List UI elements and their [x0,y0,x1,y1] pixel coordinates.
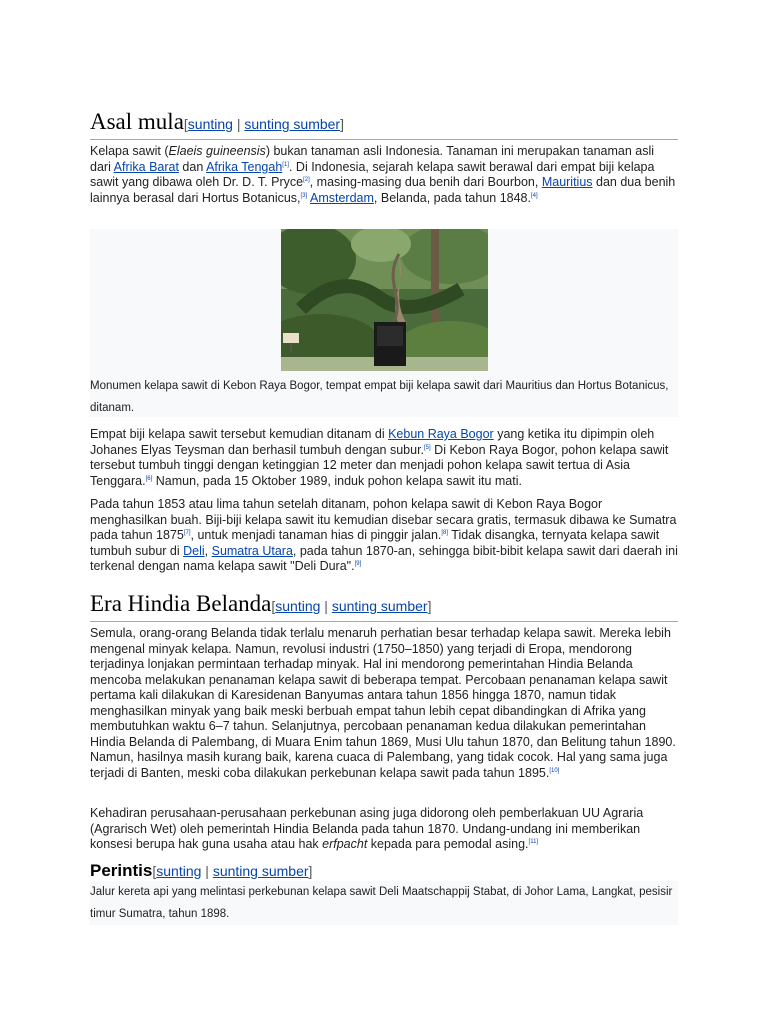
ref-link[interactable]: [8] [441,529,449,536]
subsection-perintis [90,860,678,882]
section-heading [90,108,678,140]
figure-monument [90,229,678,417]
ref-link[interactable]: [10] [549,767,560,774]
subsection-heading [90,860,678,882]
section-era-hindia-belanda [90,590,678,622]
ref-link[interactable]: [3] [300,192,308,199]
ref-link[interactable]: [1] [282,161,289,168]
ref-link[interactable]: [7] [183,529,191,536]
section-title: Asal mula [90,109,184,134]
edit-link[interactable]: sunting [275,598,321,614]
figure-caption: Jalur kereta api yang melintasi perkebunan kelapa sawit Deli Maatschappij Stabat, di Johor Lama, Langkat, pesisir timur Sumatra, tahun 1898. [90,886,673,920]
ref-link[interactable]: [11] [528,838,539,845]
section-heading [90,590,678,622]
link-deli[interactable]: Deli [183,543,205,558]
edit-source-link[interactable]: sunting sumber [212,863,309,879]
link-amsterdam[interactable]: Amsterdam [310,190,374,205]
edit-links: [sunting | sunting sumber] [152,863,313,879]
paragraph-3: Pada tahun 1853 atau lima tahun setelah ditanam, pohon kelapa sawit di Kebon Raya Bogor menghasilkan buah. Biji-biji kelapa sawit itu kemudian disebar secara gratis, termasuk dibawa ke Sumatra pada tahun 1875[7], untuk menjadi tanaman hias di pinggir jalan.[8] Tidak disangka, ternyata kelapa sawit tumbuh subur di Deli, Sumatra Utara, pada tahun 1870-an, sehingga bibit-bibit kelapa sawit dari daerah ini terkenal dengan nama kelapa sawit "Deli Dura".[9] [90,497,678,573]
link-kebun-raya-bogor[interactable]: Kebun Raya Bogor [388,427,494,441]
ref-link[interactable]: [4] [531,192,538,199]
ref-link[interactable]: [6] [145,475,153,482]
link-mauritius[interactable]: Mauritius [541,175,593,189]
paragraph-2: Empat biji kelapa sawit tersebut kemudian ditanam di Kebun Raya Bogor yang ketika itu dipimpin oleh Johanes Elyas Teysman dan berhasil tumbuh dengan subur.[5] Di Kebon Raya Bogor, pohon kelapa sawit tersebut tumbuh tinggi dengan ketinggian 12 meter dan menjadi pohon kelapa sawit tertua di Asia Tenggara.[6] Namun, pada 15 Oktober 1989, induk pohon kelapa sawit itu mati. [90,427,669,488]
paragraph-1: Kelapa sawit (Elaeis guineensis) bukan tanaman asli Indonesia. Tanaman ini merupakan tanaman asli dari Afrika Barat dan Afrika Tengah[1]. Di Indonesia, sejarah kelapa sawit berawal dari empat biji kelapa sawit yang dibawa oleh Dr. D. T. Pryce[2], masing-masing dua benih dari Bourbon, Mauritius dan dua benih lainnya berasal dari Hortus Botanicus,[3] Amsterdam, Belanda, pada tahun 1848.[4] [90,144,676,205]
ref-link[interactable]: [2] [303,176,310,183]
figure-railway [90,881,678,925]
paragraph-4: Semula, orang-orang Belanda tidak terlalu menaruh perhatian besar terhadap kelapa sawit. Mereka lebih mengenal minyak kelapa. Namun, revolusi industri (1750–1850) yang terjadi di Eropa, mendorong terjadinya lonjakan permintaan terhadap minyak. Hal ini mendorong pemerintahan Hindia Belanda mencoba melakukan penanaman kelapa sawit di beberapa tempat. Percobaan penanaman kelapa sawit pertama kali dilakukan di Karesidenan Banyumas antara tahun 1856 hingga 1870, namun tidak menghasilkan minyak yang baik meski berbuah empat tahun lebih cepat dibandingkan di Afrika yang membutuhkan waktu 6–7 tahun. Selanjutnya, percobaan penanaman kedua dilakukan pemerintahan Hindia Belanda di Palembang, di Muara Enim tahun 1869, Musi Ulu tahun 1870, dan Belitung tahun 1890. Namun, hasilnya masih kurang baik, karena cuaca di Palembang, yang tidak cocok. Hal yang sama juga terjadi di Banten, meski coba dilakukan perkebunan kelapa sawit pada tahun 1895.[10] [90,626,676,780]
ref-link[interactable]: [9] [354,560,362,567]
edit-links: [sunting | sunting sumber] [183,116,344,132]
subsection-title: Perintis [90,861,153,880]
section-asal-mula [90,108,678,140]
edit-source-link[interactable]: sunting sumber [331,598,428,614]
edit-link[interactable]: sunting [156,863,202,879]
figure-image[interactable] [281,229,488,371]
palm-monument-photo-icon [281,229,488,371]
link-afrika-tengah[interactable]: Afrika Tengah [206,159,283,174]
paragraph-5: Kehadiran perusahaan-perusahaan perkebunan asing juga didorong oleh pemberlakuan UU Agraria (Agrarisch Wet) oleh pemerintah Hindia Belanda pada tahun 1870. Undang-undang ini memberikan konsesi berupa hak guna usaha atau hak erfpacht kepada para pemodal asing.[11] [90,806,644,851]
section-title: Era Hindia Belanda [90,591,272,616]
figure-caption: Monumen kelapa sawit di Kebon Raya Bogor, tempat empat biji kelapa sawit dari Mauritius dan Hortus Botanicus, ditanam. [90,380,669,414]
link-afrika-barat[interactable]: Afrika Barat [113,159,179,174]
ref-link[interactable]: [5] [424,444,431,451]
link-sumatra-utara[interactable]: Sumatra Utara [211,543,293,558]
edit-link[interactable]: sunting [187,116,233,132]
edit-links: [sunting | sunting sumber] [271,598,432,614]
edit-source-link[interactable]: sunting sumber [244,116,341,132]
